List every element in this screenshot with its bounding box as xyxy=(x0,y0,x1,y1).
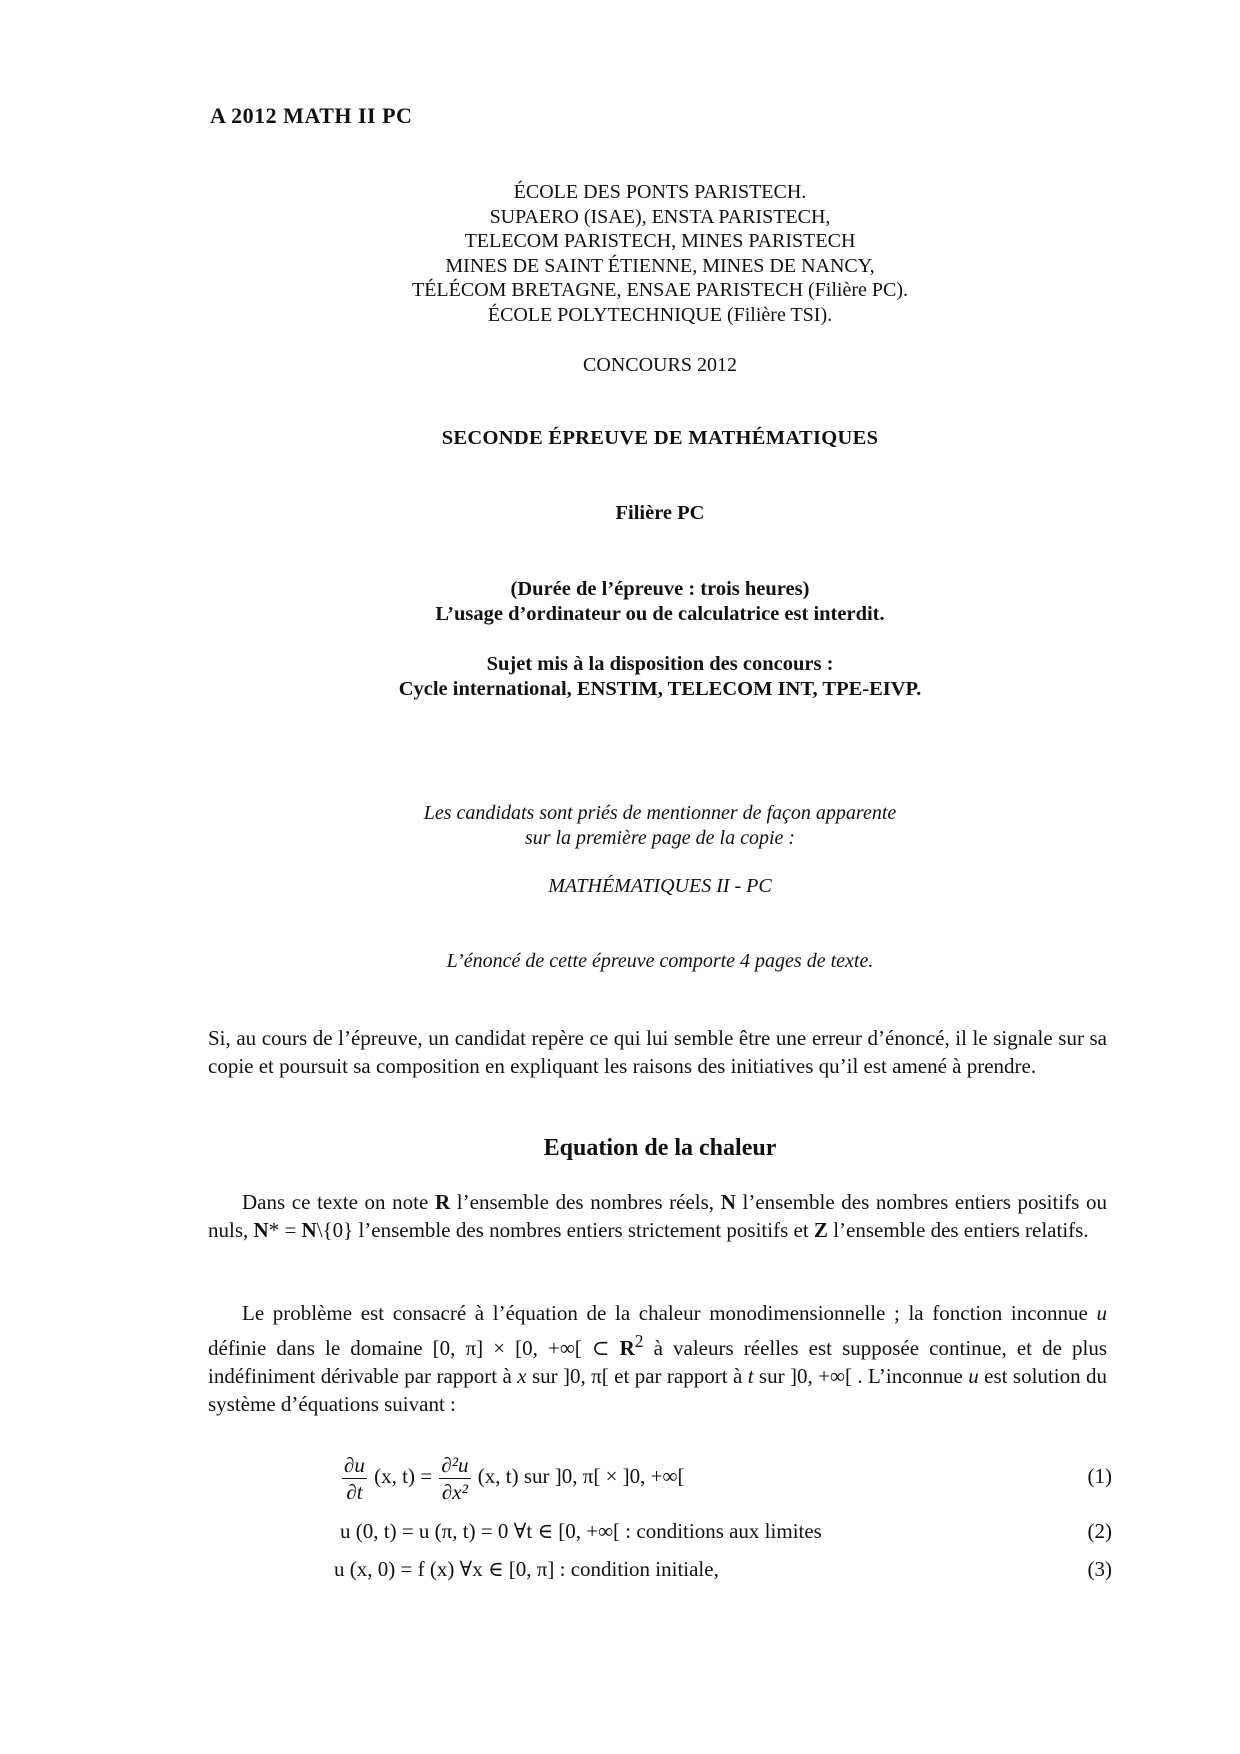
erreur-paragraph: Si, au cours de l’épreuve, un candidat repère ce qui lui semble être une erreur d’énoncé, il le signale sur sa copie et poursuit sa composition en expliquant les raisons des initiatives qu’il est amené à prendre. xyxy=(208,1026,1107,1078)
math-symbol: Z xyxy=(813,1218,828,1242)
school-line: MINES DE SAINT ÉTIENNE, MINES DE NANCY, xyxy=(445,254,875,277)
exam-code: A 2012 MATH II PC xyxy=(210,103,413,128)
notations-paragraph xyxy=(208,1188,1107,1244)
epreuve-title: SECONDE ÉPREUVE DE MATHÉMATIQUES xyxy=(441,427,879,449)
equation-body: u (0, t) = u (π, t) = 0 ∀t ∈ [0, +∞[ : conditions aux limites xyxy=(340,1519,822,1543)
equation-number: (3) xyxy=(1087,1557,1112,1581)
calculator-rule: L’usage d’ordinateur ou de calculatrice est interdit. xyxy=(435,603,885,625)
school-line: TELECOM PARISTECH, MINES PARISTECH xyxy=(464,230,856,252)
text-run: Le problème est consacré à l’équation de la chaleur monodimensionnelle ; la fonction inconnue xyxy=(242,1301,1097,1325)
text-run: à valeurs réelles est supposée continue, et de plus indéfiniment dérivable par rapport à xyxy=(208,1336,1107,1388)
section-title: Equation de la chaleur xyxy=(543,1135,777,1161)
text-run: l’ensemble des nombres réels, xyxy=(450,1190,721,1214)
text-run: définie dans le domaine [0, π] × [0, +∞[ ⊂ xyxy=(208,1336,620,1360)
fraction-denominator: ∂x² xyxy=(441,1479,468,1504)
school-line: ÉCOLE POLYTECHNIQUE (Filière TSI). xyxy=(487,303,833,326)
sujet-line: Sujet mis à la disposition des concours : xyxy=(486,653,834,675)
math-symbol: R xyxy=(619,1336,635,1360)
filiere-label: Filière PC xyxy=(615,502,705,524)
copy-label: MATHÉMATIQUES II - PC xyxy=(548,875,772,897)
text-run: * = xyxy=(268,1218,302,1242)
equation-1 xyxy=(340,1440,1112,1512)
math-symbol: N xyxy=(301,1218,317,1242)
equation-number: (1) xyxy=(1087,1464,1112,1488)
duree-block xyxy=(210,577,1110,627)
probleme-paragraph xyxy=(208,1299,1107,1418)
math-symbol: N xyxy=(720,1190,736,1214)
text-run: l’ensemble des nombres entiers positifs ou nuls, xyxy=(208,1190,1107,1242)
equation-3 xyxy=(334,1550,1112,1588)
concours-label: CONCOURS 2012 xyxy=(583,354,737,376)
equation-number: (2) xyxy=(1087,1519,1112,1543)
fraction-numerator: ∂²u xyxy=(441,1452,469,1477)
superscript: 2 xyxy=(634,1331,644,1351)
pages-note: L’énoncé de cette épreuve comporte 4 pages de texte. xyxy=(446,950,874,972)
math-variable: u xyxy=(968,1364,979,1388)
school-line: TÉLÉCOM BRETAGNE, ENSAE PARISTECH (Filière PC). xyxy=(412,279,908,301)
duree-line: (Durée de l’épreuve : trois heures) xyxy=(510,578,810,600)
text-run: l’ensemble des entiers relatifs. xyxy=(827,1218,1089,1242)
school-line: SUPAERO (ISAE), ENSTA PARISTECH, xyxy=(489,205,831,228)
candidats-line: sur la première page de la copie : xyxy=(524,827,796,849)
text-run: Dans ce texte on note xyxy=(242,1190,435,1214)
math-symbol: R xyxy=(434,1190,451,1214)
equation-2 xyxy=(340,1512,1112,1550)
math-symbol: N xyxy=(253,1218,269,1242)
math-variable: t xyxy=(747,1364,754,1388)
equation-text: (x, t) sur ]0, π[ × ]0, +∞[ xyxy=(477,1464,685,1488)
text-run: \{0} l’ensemble des nombres entiers strictement positifs et xyxy=(316,1218,814,1242)
schools-list xyxy=(210,180,1110,327)
text-run: sur ]0, π[ et par rapport à xyxy=(526,1364,748,1388)
fraction xyxy=(439,1452,470,1505)
text-run: sur ]0, +∞[ . L’inconnue xyxy=(753,1364,969,1388)
equation-system xyxy=(334,1440,1112,1588)
fraction-numerator: ∂u xyxy=(344,1452,365,1477)
fraction xyxy=(342,1452,367,1505)
equation-body: u (x, 0) = f (x) ∀x ∈ [0, π] : condition initiale, xyxy=(334,1557,719,1581)
equation-text: (x, t) = xyxy=(374,1464,433,1488)
math-variable: x xyxy=(517,1364,527,1388)
text-run: est solution du système d’équations suivant : xyxy=(208,1364,1107,1416)
sujet-concours-list: Cycle international, ENSTIM, TELECOM INT, TPE-EIVP. xyxy=(398,678,922,700)
math-variable: u xyxy=(1096,1301,1107,1325)
sujet-block xyxy=(210,652,1110,702)
school-line: ÉCOLE DES PONTS PARISTECH. xyxy=(513,181,807,203)
equation-body xyxy=(340,1440,684,1512)
candidats-note xyxy=(210,801,1110,851)
candidats-line: Les candidats sont priés de mentionner de façon apparente xyxy=(423,802,897,824)
fraction-denominator: ∂t xyxy=(346,1479,363,1504)
